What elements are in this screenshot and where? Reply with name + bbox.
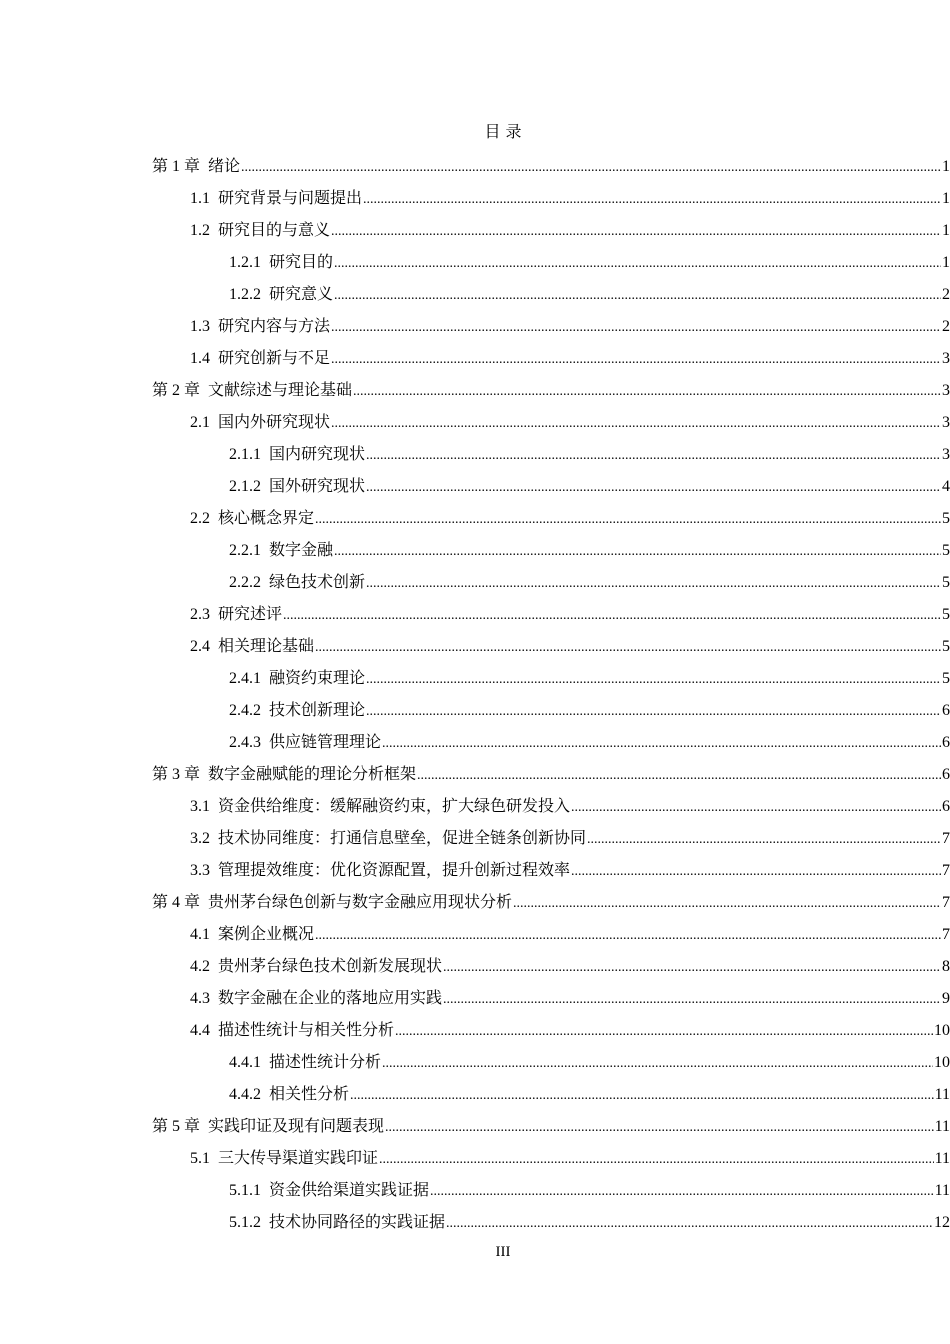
toc-entry-page: 7 <box>942 861 950 879</box>
toc-entry-line <box>190 217 950 240</box>
toc-entry[interactable] <box>0 1044 950 1076</box>
dot-leader <box>331 320 941 336</box>
toc-entry-number: 1.1 <box>190 189 218 207</box>
toc-entry-number: 2.4.3 <box>229 733 269 751</box>
toc-entry[interactable] <box>0 1204 950 1236</box>
toc-entry[interactable] <box>0 788 950 820</box>
toc-entry-page: 11 <box>934 1181 950 1199</box>
toc-entry[interactable] <box>0 436 950 468</box>
dot-leader <box>446 1216 933 1232</box>
toc-entry-title: 描述性统计与相关性分析 <box>218 1019 395 1039</box>
toc-entry-line <box>229 1177 950 1200</box>
toc-entry-title: 数字金融赋能的理论分析框架 <box>208 763 417 783</box>
toc-entry-title: 描述性统计分析 <box>269 1051 382 1071</box>
toc-entry[interactable] <box>0 596 950 628</box>
toc-entry-line <box>190 409 950 432</box>
page-number-footer: III <box>495 1244 511 1260</box>
toc-entry-line <box>152 889 950 912</box>
toc-title: 目 录 <box>484 122 522 141</box>
toc-entry-page: 7 <box>942 829 950 847</box>
toc-entry-page: 3 <box>942 445 950 463</box>
toc-entry[interactable] <box>0 1140 950 1172</box>
toc-entry[interactable] <box>0 148 950 180</box>
toc-entry-title: 国内研究现状 <box>269 443 366 463</box>
toc-entry[interactable] <box>0 692 950 724</box>
toc-entry-title: 相关性分析 <box>269 1083 350 1103</box>
toc-entry-title: 研究意义 <box>269 283 334 303</box>
toc-entry-page: 1 <box>942 189 950 207</box>
toc-entry-number: 2.2 <box>190 509 218 527</box>
toc-entry-line <box>152 153 950 176</box>
toc-entry-page: 11 <box>934 1085 950 1103</box>
toc-entry[interactable] <box>0 980 950 1012</box>
toc-entry[interactable] <box>0 724 950 756</box>
dot-leader <box>363 192 941 208</box>
toc-entry-number: 3.2 <box>190 829 218 847</box>
toc-entry-line <box>152 761 950 784</box>
toc-entry[interactable] <box>0 372 950 404</box>
dot-leader <box>430 1184 934 1200</box>
toc-entry-page: 5 <box>942 509 950 527</box>
dot-leader <box>241 160 941 176</box>
toc-entry-page: 5 <box>942 573 950 591</box>
toc-entry[interactable] <box>0 180 950 212</box>
toc-entry-page: 6 <box>942 701 950 719</box>
toc-entry-number: 5.1.1 <box>229 1181 269 1199</box>
toc-entry-line <box>190 185 950 208</box>
toc-entry-line <box>190 601 950 624</box>
dot-leader <box>315 512 941 528</box>
toc-entry-title: 绪论 <box>208 155 241 175</box>
toc-entry-number: 1.2.1 <box>229 253 269 271</box>
toc-entry-line <box>190 505 950 528</box>
toc-entry-line <box>190 825 950 848</box>
toc-entry-title: 融资约束理论 <box>269 667 366 687</box>
toc-entry-number: 1.2 <box>190 221 218 239</box>
toc-entry-title: 三大传导渠道实践印证 <box>218 1147 379 1167</box>
dot-leader <box>366 576 941 592</box>
toc-entry[interactable] <box>0 1108 950 1140</box>
dot-leader <box>587 832 941 848</box>
toc-entry-number: 第 3 章 <box>152 765 209 783</box>
dot-leader <box>334 288 941 304</box>
toc-entry-line <box>229 729 950 752</box>
toc-entry-number: 1.3 <box>190 317 218 335</box>
toc-entry-line <box>190 345 950 368</box>
dot-leader <box>331 352 941 368</box>
toc-entry-page: 3 <box>942 381 950 399</box>
toc-entry-line <box>190 793 950 816</box>
toc-entry-number: 2.1.1 <box>229 445 269 463</box>
toc-entry-title: 资金供给渠道实践证据 <box>269 1179 430 1199</box>
dot-leader <box>513 896 941 912</box>
toc-entry-number: 3.3 <box>190 861 218 879</box>
toc-entry[interactable] <box>0 244 950 276</box>
dot-leader <box>366 448 941 464</box>
toc-entry-number: 第 1 章 <box>152 157 209 175</box>
toc-entry-page: 5 <box>942 605 950 623</box>
toc-entry-page: 7 <box>942 893 950 911</box>
toc-entry-line <box>229 569 950 592</box>
toc-entry-page: 12 <box>934 1213 950 1231</box>
toc-entry-number: 4.1 <box>190 925 218 943</box>
dot-leader <box>353 384 941 400</box>
toc-entry-page: 1 <box>942 157 950 175</box>
dot-leader <box>382 1056 933 1072</box>
toc-entry-line <box>190 313 950 336</box>
toc-entry-number: 4.4.2 <box>229 1085 269 1103</box>
toc-entry-title: 研究目的与意义 <box>218 219 331 239</box>
toc-entry-line <box>190 857 950 880</box>
toc-entry-page: 2 <box>942 285 950 303</box>
toc-entry[interactable] <box>0 820 950 852</box>
toc-entry[interactable] <box>0 756 950 788</box>
toc-entry-page: 5 <box>942 637 950 655</box>
dot-leader <box>331 224 941 240</box>
toc-entry[interactable] <box>0 340 950 372</box>
toc-entry-page: 5 <box>942 669 950 687</box>
toc-entry-title: 核心概念界定 <box>218 507 315 527</box>
dot-leader <box>331 416 941 432</box>
toc-entry-line <box>190 1145 950 1168</box>
toc-entry-title: 绿色技术创新 <box>269 571 366 591</box>
toc-entry-title: 相关理论基础 <box>218 635 315 655</box>
dot-leader <box>366 704 941 720</box>
dot-leader <box>379 1152 934 1168</box>
toc-entry[interactable] <box>0 884 950 916</box>
toc-entry[interactable] <box>0 948 950 980</box>
dot-leader <box>385 1120 934 1136</box>
toc-entry[interactable] <box>0 660 950 692</box>
toc-entry-number: 2.1.2 <box>229 477 269 495</box>
toc-entry-page: 5 <box>942 541 950 559</box>
toc-entry-title: 数字金融 <box>269 539 334 559</box>
toc-entry[interactable] <box>0 308 950 340</box>
dot-leader <box>315 928 941 944</box>
toc-entry-number: 5.1 <box>190 1149 218 1167</box>
toc-entry-number: 2.4 <box>190 637 218 655</box>
toc-entry-page: 10 <box>934 1053 950 1071</box>
toc-entry-title: 资金供给维度：缓解融资约束，扩大绿色研发投入 <box>218 795 571 815</box>
toc-entry[interactable] <box>0 628 950 660</box>
toc-entry[interactable] <box>0 1172 950 1204</box>
toc-entry-line <box>229 1049 950 1072</box>
toc-entry-line <box>229 1209 950 1232</box>
toc-entry-page: 10 <box>934 1021 950 1039</box>
toc-entry-title: 技术协同路径的实践证据 <box>269 1211 446 1231</box>
toc-entry[interactable] <box>0 276 950 308</box>
toc-entry-title: 研究目的 <box>269 251 334 271</box>
toc-entry[interactable] <box>0 212 950 244</box>
toc-entry-page: 11 <box>934 1117 950 1135</box>
toc-entry-title: 数字金融在企业的落地应用实践 <box>218 987 443 1007</box>
toc-entry-page: 8 <box>942 957 950 975</box>
toc-list <box>0 148 950 1236</box>
toc-entry-title: 文献综述与理论基础 <box>208 379 353 399</box>
toc-entry-number: 2.4.1 <box>229 669 269 687</box>
toc-entry-line <box>152 377 950 400</box>
toc-entry-page: 3 <box>942 349 950 367</box>
toc-entry-title: 国内外研究现状 <box>218 411 331 431</box>
toc-entry-page: 6 <box>942 765 950 783</box>
toc-entry-page: 6 <box>942 733 950 751</box>
toc-entry[interactable] <box>0 564 950 596</box>
toc-entry-title: 国外研究现状 <box>269 475 366 495</box>
toc-entry-line <box>190 633 950 656</box>
toc-entry[interactable] <box>0 404 950 436</box>
toc-entry-number: 第 4 章 <box>152 893 209 911</box>
toc-entry-page: 2 <box>942 317 950 335</box>
toc-entry-page: 3 <box>942 413 950 431</box>
toc-entry-line <box>229 697 950 720</box>
toc-entry-line <box>190 1017 950 1040</box>
toc-entry-title: 研究背景与问题提出 <box>218 187 363 207</box>
toc-entry-number: 4.4.1 <box>229 1053 269 1071</box>
toc-entry-line <box>190 985 950 1008</box>
toc-entry-number: 1.4 <box>190 349 218 367</box>
dot-leader <box>443 992 941 1008</box>
toc-entry-number: 4.3 <box>190 989 218 1007</box>
toc-entry-line <box>229 281 950 304</box>
dot-leader <box>315 640 941 656</box>
toc-entry-page: 1 <box>942 253 950 271</box>
toc-entry-title: 案例企业概况 <box>218 923 315 943</box>
toc-entry[interactable] <box>0 852 950 884</box>
dot-leader <box>417 768 941 784</box>
toc-entry-line <box>229 1081 950 1104</box>
toc-entry[interactable] <box>0 1076 950 1108</box>
dot-leader <box>571 800 941 816</box>
dot-leader <box>443 960 941 976</box>
toc-entry-title: 管理提效维度：优化资源配置，提升创新过程效率 <box>218 859 571 879</box>
toc-entry[interactable] <box>0 500 950 532</box>
dot-leader <box>334 544 941 560</box>
toc-entry[interactable] <box>0 916 950 948</box>
toc-entry-line <box>229 537 950 560</box>
toc-entry-title: 研究述评 <box>218 603 283 623</box>
toc-entry-number: 5.1.2 <box>229 1213 269 1231</box>
dot-leader <box>334 256 941 272</box>
toc-entry-title: 实践印证及现有问题表现 <box>208 1115 385 1135</box>
toc-entry-line <box>190 953 950 976</box>
toc-entry-number: 2.3 <box>190 605 218 623</box>
dot-leader <box>571 864 941 880</box>
toc-entry-page: 7 <box>942 925 950 943</box>
toc-entry-line <box>229 665 950 688</box>
dot-leader <box>366 672 941 688</box>
toc-entry-title: 研究创新与不足 <box>218 347 331 367</box>
toc-entry-page: 6 <box>942 797 950 815</box>
dot-leader <box>366 480 941 496</box>
toc-entry-number: 2.2.2 <box>229 573 269 591</box>
toc-entry-number: 2.4.2 <box>229 701 269 719</box>
toc-entry-title: 供应链管理理论 <box>269 731 382 751</box>
toc-entry-title: 技术协同维度：打通信息壁垒，促进全链条创新协同 <box>218 827 587 847</box>
toc-entry-title: 研究内容与方法 <box>218 315 331 335</box>
toc-entry-number: 3.1 <box>190 797 218 815</box>
toc-entry-number: 1.2.2 <box>229 285 269 303</box>
toc-entry-line <box>152 1113 950 1136</box>
toc-entry-page: 9 <box>942 989 950 1007</box>
dot-leader <box>382 736 941 752</box>
toc-entry-number: 4.2 <box>190 957 218 975</box>
toc-entry-line <box>190 921 950 944</box>
toc-entry-line <box>229 441 950 464</box>
toc-entry-number: 4.4 <box>190 1021 218 1039</box>
toc-entry-number: 第 2 章 <box>152 381 209 399</box>
toc-entry-number: 第 5 章 <box>152 1117 209 1135</box>
toc-entry-line <box>229 249 950 272</box>
toc-entry[interactable] <box>0 468 950 500</box>
dot-leader <box>350 1088 934 1104</box>
toc-entry-page: 1 <box>942 221 950 239</box>
toc-entry[interactable] <box>0 532 950 564</box>
toc-entry-title: 技术创新理论 <box>269 699 366 719</box>
toc-entry-title: 贵州茅台绿色创新与数字金融应用现状分析 <box>208 891 513 911</box>
dot-leader <box>395 1024 933 1040</box>
toc-entry[interactable] <box>0 1012 950 1044</box>
toc-entry-number: 2.1 <box>190 413 218 431</box>
toc-entry-page: 4 <box>942 477 950 495</box>
toc-entry-line <box>229 473 950 496</box>
dot-leader <box>283 608 941 624</box>
toc-entry-title: 贵州茅台绿色技术创新发展现状 <box>218 955 443 975</box>
toc-entry-number: 2.2.1 <box>229 541 269 559</box>
toc-entry-page: 11 <box>934 1149 950 1167</box>
